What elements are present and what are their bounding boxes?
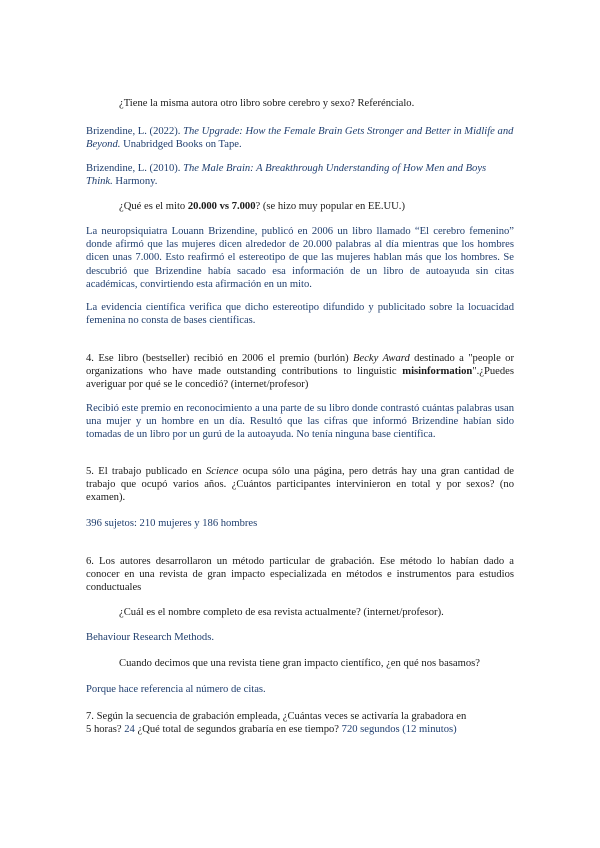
question-6-impact: Cuando decimos que una revista tiene gran impacto científico, ¿en qué nos basamos? <box>119 658 480 669</box>
question-5-journal: Science <box>205 466 239 477</box>
reference-publisher: Harmony. <box>112 176 158 188</box>
question-4 <box>86 352 514 392</box>
question-myth <box>119 200 514 213</box>
answer-4: Recibió este premio en reconocimiento a una parte de su libro donde contrastó cuántas palabras usan una mujer y un hombre en un día. Resultó que las cifras que informó Brizendine habían sido tomadas de un libro por un gurú de la autoayuda. No tenía ninguna base científica. <box>86 403 514 441</box>
answer-6-impact: Porque hace referencia al número de citas. <box>86 684 266 695</box>
question-5-end: ocupa sólo una página, pero detrás hay una gran cantidad de trabajo que ocupó varios años. ¿Cuántos participantes intervinieron en total y por sexos? (no examen). <box>86 466 514 504</box>
question-myth-bold: 20.000 vs 7.000 <box>187 201 256 212</box>
question-6: 6. Los autores desarrollaron un método particular de grabación. Ese método lo habían dado a conocer en una revista de gran impacto especializada en métodos e instrumentos para estudios conductuales <box>86 556 514 594</box>
reference-title: The Male Brain: A Breakthrough Understanding of How Men and Boys Think. <box>86 163 487 188</box>
question-4-text: 4. Ese libro (bestseller) recibió en 2006 el premio (burlón) <box>86 353 354 364</box>
question-6-journal-name: ¿Cuál es el nombre completo de esa revista actualmente? (internet/profesor). <box>119 607 444 618</box>
question-same-author: ¿Tiene la misma autora otro libro sobre cerebro y sexo? Referéncialo. <box>119 98 415 109</box>
reference-male-brain <box>86 162 514 188</box>
answer-7-count: 24 <box>124 724 135 736</box>
question-5 <box>86 465 514 505</box>
question-7-seconds: ¿Qué total de segundos grabaría en ese tiempo? <box>134 724 342 736</box>
question-4-award: Becky Award <box>353 353 410 364</box>
question-4-quote: destinado a "people or organizations who have made outstanding contributions to linguistic <box>86 353 514 378</box>
question-7-line-1: 7. Según la secuencia de grabación empleada, ¿Cuántas veces se activaría la grabadora en <box>86 711 467 722</box>
reference-upgrade <box>86 125 514 151</box>
question-4-bold: misinformation <box>402 366 473 378</box>
reference-publisher: Unabridged Books on Tape. <box>120 139 242 151</box>
answer-5: 396 sujetos: 210 mujeres y 186 hombres <box>86 518 258 529</box>
answer-myth-paragraph-2: La evidencia científica verifica que dicho estereotipo difundido y publicitado sobre la locuacidad femenina no consta de bases científicas. <box>86 302 514 327</box>
question-4-end: ".¿Puedes averiguar por qué se le concedió? (internet/profesor) <box>86 366 514 391</box>
reference-authors: Brizendine, L. (2010). <box>86 163 184 174</box>
reference-title: The Upgrade: How the Female Brain Gets Stronger and Better in Midlife and Beyond. <box>86 126 514 151</box>
reference-authors: Brizendine, L. (2022). <box>86 126 184 137</box>
question-7 <box>86 710 514 736</box>
question-5-text: 5. El trabajo publicado en <box>86 466 206 477</box>
question-myth-text: ¿Qué es el mito <box>119 201 188 212</box>
answer-myth-paragraph-1: La neuropsiquiatra Louann Brizendine, publicó en 2006 un libro llamado “El cerebro femenino” donde afirmó que las mujeres dicen alrededor de 20.000 palabras al día mientras que los hombres dicen unas 7.000. Esto reafirmó el estereotipo de que las mujeres hablan más que los hombres. Se descubrió que Brizendine había sacado esa información de un libro de autoayuda sin citas académicas, convirtiendo esta afirmación en un mito. <box>86 226 514 290</box>
answer-6-journal-name: Behaviour Research Methods. <box>86 632 214 643</box>
answer-7-seconds: 720 segundos (12 minutos) <box>341 724 457 736</box>
question-7-line-2: 5 horas? <box>86 724 125 736</box>
question-myth-text-end: ? (se hizo muy popular en EE.UU.) <box>255 201 405 212</box>
